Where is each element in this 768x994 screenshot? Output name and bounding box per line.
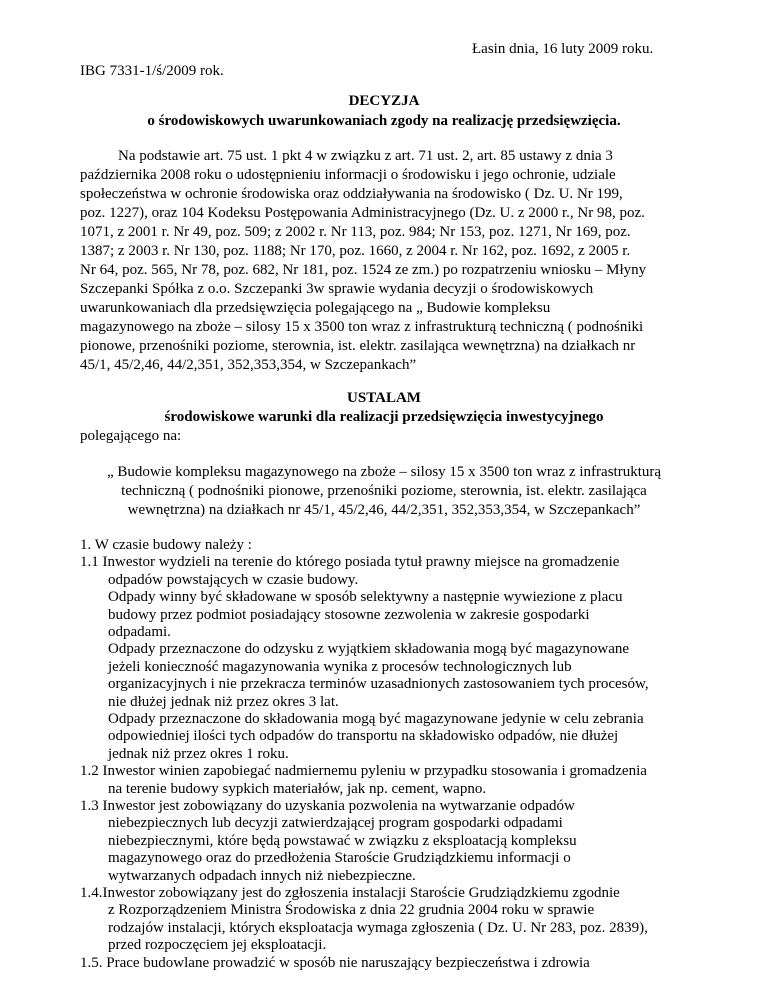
list-item: 1.3 Inwestor jest zobowiązany do uzyskania pozwolenia na wytwarzanie odpadów [80, 798, 575, 814]
ustalam-subheading: środowiskowe warunki dla realizacji przedsięwzięcia inwestycyjnego [164, 409, 604, 425]
list-item: Odpady przeznaczone do odzysku z wyjątkiem składowania mogą być magazynowane [108, 641, 630, 658]
list-item: 1.1 Inwestor wydzieli na terenie do którego posiada tytuł prawny miejsce na gromadzenie [80, 554, 620, 571]
list-item: odpadami. [108, 624, 171, 640]
text-line: magazynowego na zboże – silosy 15 x 3500 ton wraz z infrastrukturą techniczną ( podnośniki [80, 319, 644, 335]
text-line: Szczepanki Spółka z o.o. Szczepanki 3w sprawie wydania decyzji o środowiskowych [80, 281, 594, 297]
list-item: na terenie budowy sypkich materiałów, jak np. cement, wapno. [108, 780, 487, 797]
list-item: 1.2 Inwestor winien zapobiegać nadmiernemu pyleniu w przypadku stosowania i gromadzenia [80, 763, 647, 780]
list-item: niebezpiecznych lub decyzji zatwierdzającej program gospodarki odpadami [108, 815, 563, 832]
list-item: wytwarzanych odpadach innych niż niebezpieczne. [108, 867, 416, 884]
ustalam-heading: USTALAM [347, 390, 421, 406]
text-line: 1071, z 2001 r. Nr 49, poz. 509; z 2002 r. Nr 113, poz. 984; Nr 153, poz. 1271, Nr 169, poz. [80, 224, 631, 240]
reference-number: IBG 7331-1/ś/2009 rok. [80, 63, 224, 79]
text-line: wewnętrzna) na działkach nr 45/1, 45/2,46, 44/2,351, 352,353,354, w Szczepankach” [127, 502, 641, 518]
list-item: rodzajów instalacji, których eksploatacja wymaga zgłoszenia ( Dz. U. Nr 283, poz. 2839), [108, 919, 648, 936]
decision-subtitle: o środowiskowych uwarunkowaniach zgody na realizację przedsięwzięcia. [147, 113, 621, 129]
text-line: uwarunkowaniach dla przedsięwzięcia polegającego na „ Budowie kompleksu [80, 300, 551, 316]
text-line: techniczną ( podnośniki pionowe, przenośniki poziome, sterownia, ist. elektr. zasilająca [121, 483, 647, 499]
text-line: 45/1, 45/2,46, 44/2,351, 352,353,354, w Szczepankach” [80, 357, 417, 373]
list-item: jednak niż przez okres 1 roku. [108, 745, 289, 762]
list-item: z Rozporządzeniem Ministra Środowiska z dnia 22 grudnia 2004 roku w sprawie [108, 902, 595, 919]
decision-title: DECYZJA [348, 93, 420, 109]
list-item: niebezpiecznymi, które będą powstawać w związku z eksploatacją kompleksu [108, 832, 577, 849]
list-item: odpadów powstających w czasie budowy. [108, 571, 359, 588]
ustalam-lead: polegającego na: [80, 428, 182, 444]
list-item: odpowiedniej ilości tych odpadów do transportu na składowisko odpadów, nie dłużej [108, 728, 619, 745]
text-line: pionowe, przenośniki poziome, sterownia, ist. elektr. zasilająca wewnętrzna) na działkach nr [80, 338, 636, 354]
list-item: organizacyjnych i nie przekracza terminów uzasadnionych zastosowaniem tych procesów, [108, 676, 649, 693]
list-item: Odpady winny być składowane w sposób selektywny a następnie wywiezione z placu [108, 589, 623, 606]
text-line: poz. 1227), oraz 104 Kodeksu Postępowania Administracyjnego (Dz. U. z 2000 r., Nr 98, poz. [80, 205, 645, 221]
list-item: budowy przez podmiot posiadający stosowne zezwolenia w zakresie gospodarki [108, 606, 590, 623]
text-line: Nr 64, poz. 565, Nr 78, poz. 682, Nr 181, poz. 1524 ze zm.) po rozpatrzeniu wniosku – Młyny [80, 262, 647, 278]
text-line: Na podstawie art. 75 ust. 1 pkt 4 w związku z art. 71 ust. 2, art. 85 ustawy z dnia 3 [118, 148, 613, 164]
list-item: nie dłużej jednak niż przez okres 3 lat. [108, 693, 339, 710]
text-line: „ Budowie kompleksu magazynowego na zboże – silosy 15 x 3500 ton wraz z infrastrukturą [106, 464, 662, 480]
text-line: społeczeństwa w ochronie środowiska oraz oddziaływania na środowisko ( Dz. U. Nr 199, [80, 186, 623, 202]
text-line: października 2008 roku o udostępnieniu informacji o środowisku i jego ochronie, udziale [80, 167, 616, 183]
list-item: przed rozpoczęciem jej eksploatacji. [108, 937, 327, 954]
list-item: 1.4.Inwestor zobowiązany jest do zgłoszenia instalacji Staroście Grudziądzkiemu zgodnie [80, 885, 620, 901]
list-item: 1.5. Prace budowlane prowadzić w sposób nie naruszający bezpieczeństwa i zdrowia [80, 954, 590, 971]
place-date: Łasin dnia, 16 luty 2009 roku. [472, 41, 654, 57]
list-item: 1. W czasie budowy należy : [80, 537, 252, 553]
text-line: 1387; z 2003 r. Nr 130, poz. 1188; Nr 170, poz. 1660, z 2004 r. Nr 162, poz. 1692, z 2005 r. [80, 243, 631, 259]
list-item: magazynowego oraz do przedłożenia Staroście Grudziądzkiemu informacji o [108, 850, 571, 867]
list-item: jeżeli konieczność magazynowania wynika z procesów technologicznych lub [108, 658, 572, 675]
list-item: Odpady przeznaczone do składowania mogą być magazynowane jedynie w celu zebrania [108, 711, 644, 727]
